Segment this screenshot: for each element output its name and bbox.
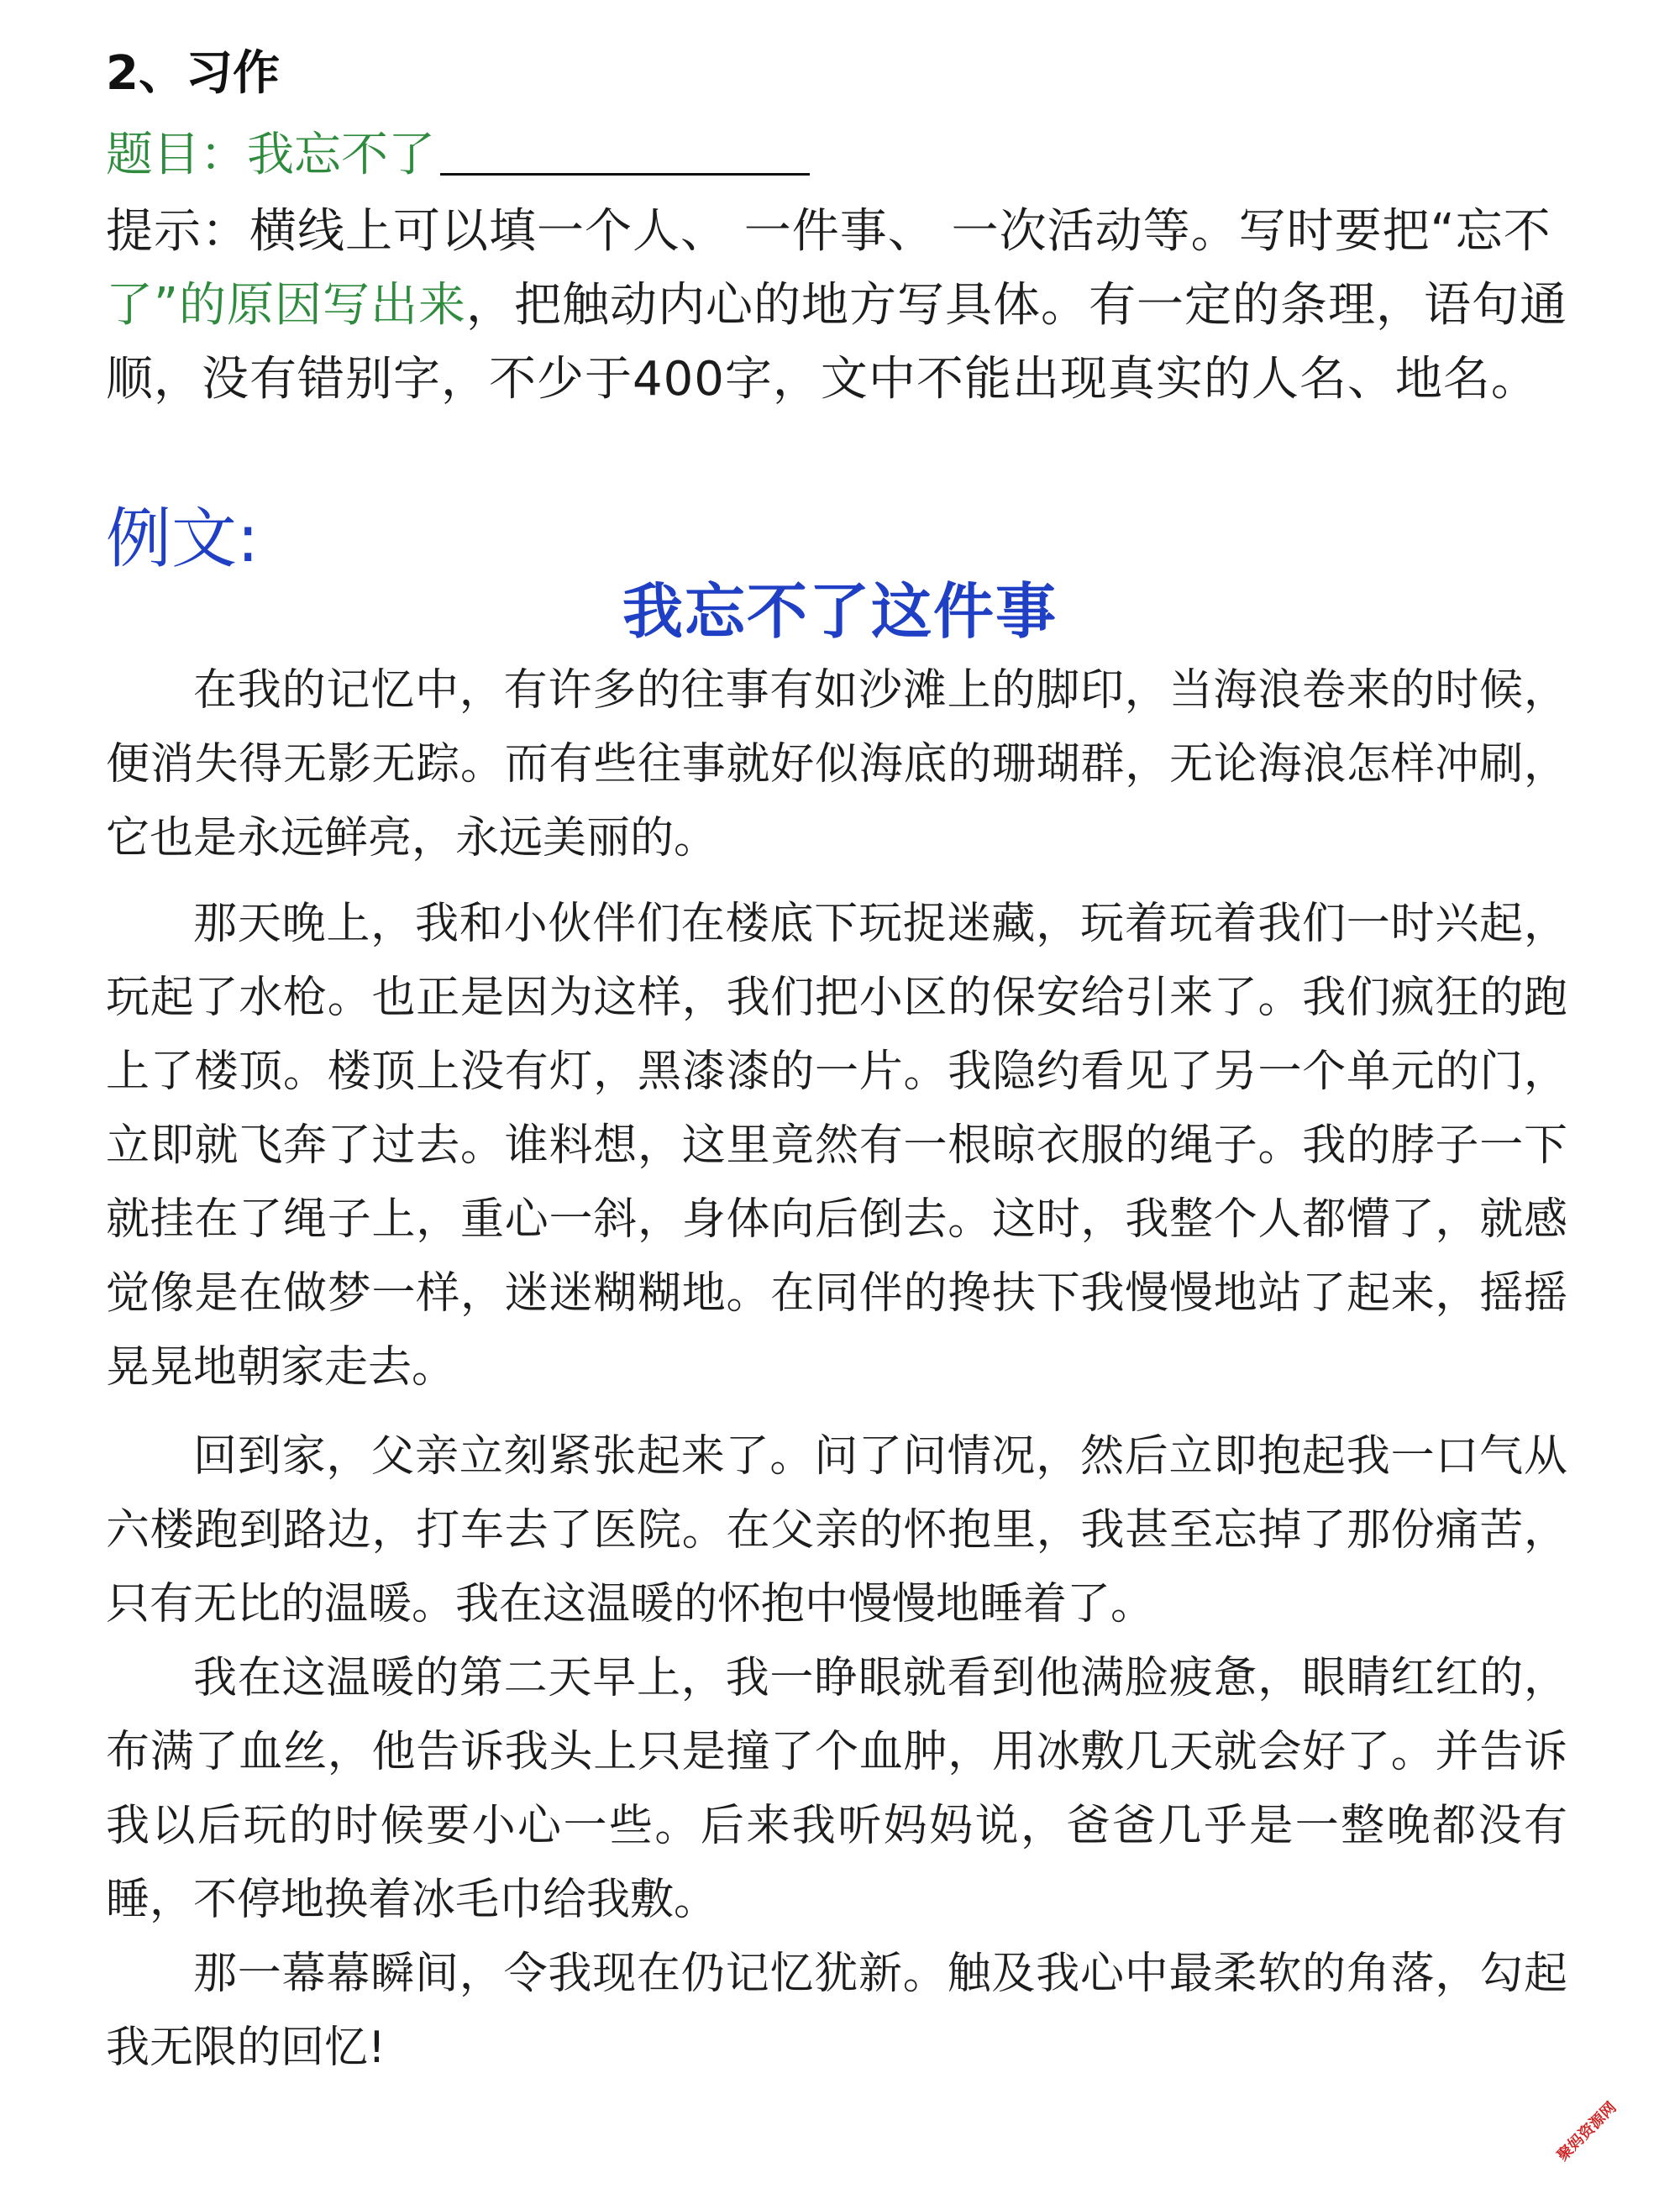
hint-text-part1: 提示：横线上可以填一个人、 一件事、 一次活动等。写时要把“忘不 — [106, 204, 1551, 259]
essay-body — [106, 653, 1567, 2085]
topic-blank-line — [440, 118, 810, 176]
hint-text-part2: ，把触动内心的地方写具体。有一定的条理，语句通顺，没有错别字，不少于400字，文中不能出现真实的人名、地名。 — [106, 278, 1568, 407]
essay-paragraph: 那天晚上，我和小伙伴们在楼底下玩捉迷藏，玩着玩着我们一时兴起，玩起了水枪。也正是因为这样，我们把小区的保安给引来了。我们疯狂的跑上了楼顶。楼顶上没有灯，黑漆漆的一片。我隐约看见了另一个单元的门，立即就飞奔了过去。谁料想，这里竟然有一根晾衣服的绳子。我的脖子一下就挂在了绳子上，重心一斜，身体向后倒去。这时，我整个人都懵了，就感觉像是在做梦一样，迷迷糊糊地。在同伴的搀扶下我慢慢地站了起来，摇摇晃晃地朝家走去。 — [106, 899, 1567, 1393]
essay-paragraph: 那一幕幕瞬间，令我现在仍记忆犹新。触及我心中最柔软的角落，勾起我无限的回忆! — [106, 1949, 1567, 2073]
essay-paragraph: 回到家，父亲立刻紧张起来了。问了问情况，然后立即抱起我一口气从六楼跑到路边，打车去了医院。在父亲的怀抱里，我甚至忘掉了那份痛苦，只有无比的温暖。我在这温暖的怀抱中慢慢地睡着了。 — [106, 1431, 1567, 1629]
essay-paragraph: 在我的记忆中，有许多的往事有如沙滩上的脚印，当海浪卷来的时候，便消失得无影无踪。而有些往事就好似海底的珊瑚群，无论海浪怎样冲刷，它也是永远鲜亮，永远美丽的。 — [106, 665, 1567, 863]
section-heading: 2、习作 — [106, 46, 280, 101]
example-label: 例文: — [106, 501, 260, 577]
writing-hint — [106, 195, 1584, 417]
essay-paragraph: 我在这温暖的第二天早上，我一睁眼就看到他满脸疲惫，眼睛红红的，布满了血丝，他告诉我头上只是撞了个血肿，用冰敷几天就会好了。并告诉我以后玩的时候要小心一些。后来我听妈妈说，爸爸几乎是一整晚都没有睡，不停地换着冰毛巾给我敷。 — [106, 1653, 1567, 1925]
hint-text-highlight: 了”的原因写出来 — [106, 278, 467, 333]
topic-line — [106, 118, 810, 193]
watermark-text: 聚妈资源网 — [1553, 2098, 1620, 2165]
essay-title: 我忘不了这件事 — [622, 576, 1058, 647]
topic-label: 题目：我忘不了 — [106, 128, 435, 182]
watermark-stamp — [1537, 2044, 1663, 2170]
